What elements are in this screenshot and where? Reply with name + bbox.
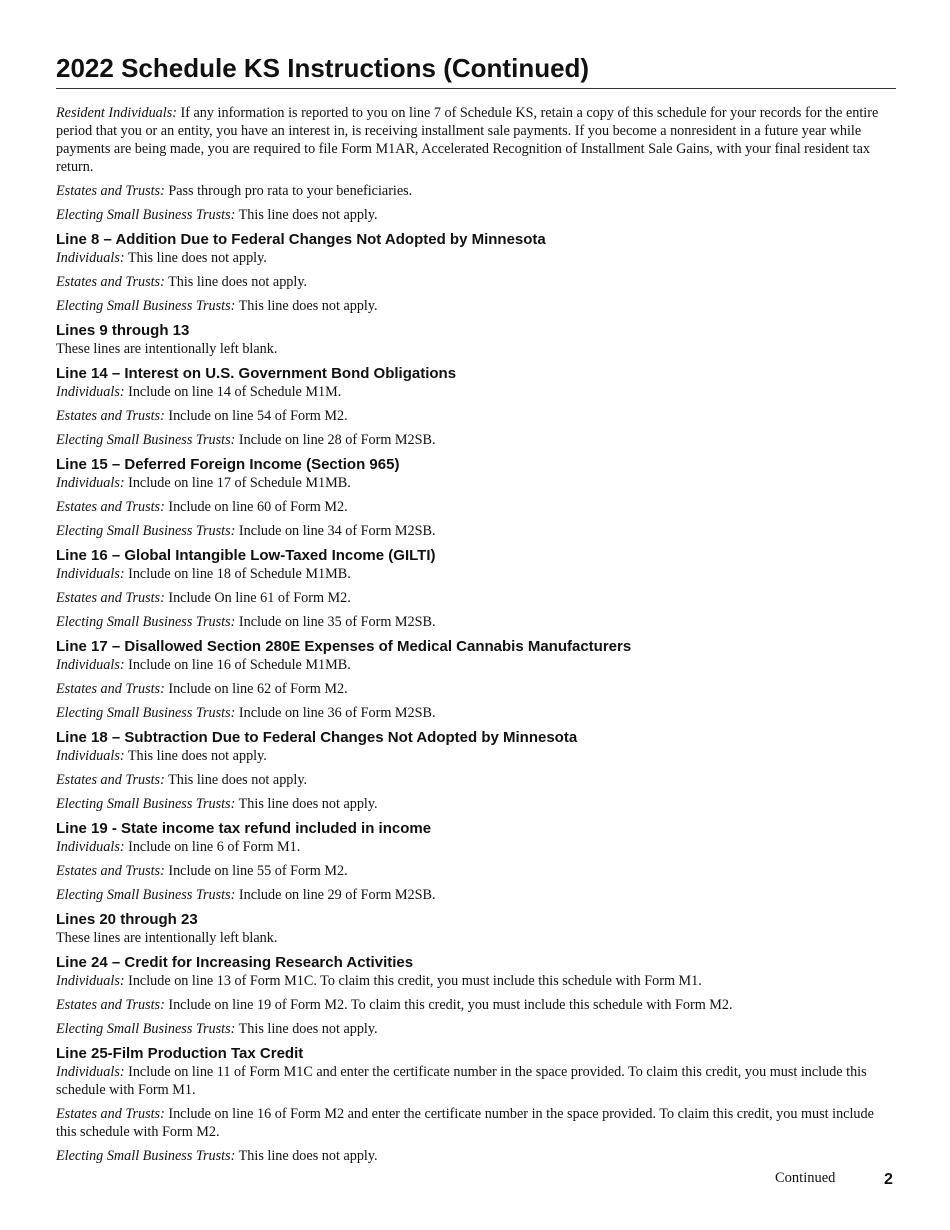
paragraph-label: Estates and Trusts: bbox=[56, 1106, 165, 1122]
document-page bbox=[56, 52, 896, 1171]
paragraph-label: Electing Small Business Trusts: bbox=[56, 887, 236, 903]
section-paragraph bbox=[56, 1020, 896, 1038]
section-paragraph bbox=[56, 929, 896, 947]
instruction-section bbox=[56, 728, 896, 813]
instruction-section bbox=[56, 1044, 896, 1165]
section-paragraph bbox=[56, 862, 896, 880]
paragraph-text: This line does not apply. bbox=[235, 1021, 378, 1037]
instruction-section bbox=[56, 364, 896, 449]
paragraph-text: Include on line 29 of Form M2SB. bbox=[235, 887, 436, 903]
paragraph-label: Estates and Trusts: bbox=[56, 590, 165, 606]
section-heading: Lines 9 through 13 bbox=[56, 322, 190, 339]
section-heading: Line 24 – Credit for Increasing Research Activities bbox=[56, 954, 414, 971]
paragraph-label: Electing Small Business Trusts: bbox=[56, 298, 236, 314]
section-heading: Line 19 - State income tax refund included in income bbox=[56, 820, 432, 837]
section-paragraph bbox=[56, 656, 896, 674]
instruction-section bbox=[56, 546, 896, 631]
section-heading: Line 17 – Disallowed Section 280E Expenses of Medical Cannabis Manufacturers bbox=[56, 638, 632, 655]
paragraph-text: Include on line 62 of Form M2. bbox=[164, 681, 348, 697]
paragraph-text: This line does not apply. bbox=[124, 250, 267, 266]
paragraph-label: Estates and Trusts: bbox=[56, 408, 165, 424]
paragraph-text: This line does not apply. bbox=[235, 796, 378, 812]
paragraph-label: Resident Individuals: bbox=[56, 105, 177, 121]
section-paragraph bbox=[56, 886, 896, 904]
paragraph-label: Individuals: bbox=[56, 973, 125, 989]
paragraph-label: Estates and Trusts: bbox=[56, 499, 165, 515]
section-paragraph bbox=[56, 431, 896, 449]
paragraph-label: Individuals: bbox=[56, 839, 125, 855]
section-paragraph bbox=[56, 522, 896, 540]
section-paragraph bbox=[56, 589, 896, 607]
paragraph-text: Include on line 35 of Form M2SB. bbox=[235, 614, 436, 630]
paragraph-text: Include on line 18 of Schedule M1MB. bbox=[124, 566, 351, 582]
paragraph-label: Electing Small Business Trusts: bbox=[56, 796, 236, 812]
intro-paragraph bbox=[56, 104, 896, 176]
section-paragraph bbox=[56, 1147, 896, 1165]
paragraph-label: Estates and Trusts: bbox=[56, 863, 165, 879]
instruction-section bbox=[56, 819, 896, 904]
instruction-section bbox=[56, 230, 896, 315]
paragraph-text: Include on line 28 of Form M2SB. bbox=[235, 432, 436, 448]
section-paragraph bbox=[56, 1063, 896, 1099]
paragraph-text: These lines are intentionally left blank. bbox=[56, 930, 278, 946]
paragraph-text: Pass through pro rata to your beneficiaries. bbox=[164, 183, 413, 199]
paragraph-text: Include on line 55 of Form M2. bbox=[164, 863, 348, 879]
paragraph-label: Electing Small Business Trusts: bbox=[56, 1148, 236, 1164]
paragraph-label: Electing Small Business Trusts: bbox=[56, 432, 236, 448]
section-paragraph bbox=[56, 273, 896, 291]
paragraph-label: Electing Small Business Trusts: bbox=[56, 207, 236, 223]
paragraph-text: This line does not apply. bbox=[235, 1148, 378, 1164]
paragraph-text: Include on line 19 of Form M2. To claim this credit, you must include this schedule with Form M2. bbox=[164, 997, 733, 1013]
paragraph-text: This line does not apply. bbox=[124, 748, 267, 764]
paragraph-text: Include on line 11 of Form M1C and enter the certificate number in the space provided. To claim this credit, you must include this schedule with Form M1. bbox=[56, 1064, 867, 1098]
section-paragraph bbox=[56, 613, 896, 631]
paragraph-text: Include on line 34 of Form M2SB. bbox=[235, 523, 436, 539]
section-paragraph bbox=[56, 747, 896, 765]
section-paragraph bbox=[56, 383, 896, 401]
paragraph-label: Electing Small Business Trusts: bbox=[56, 614, 236, 630]
paragraph-text: Include on line 16 of Form M2 and enter the certificate number in the space provided. To claim this credit, you must include this schedule with Form M2. bbox=[56, 1106, 874, 1140]
paragraph-text: Include On line 61 of Form M2. bbox=[164, 590, 351, 606]
paragraph-label: Electing Small Business Trusts: bbox=[56, 705, 236, 721]
paragraph-label: Individuals: bbox=[56, 384, 125, 400]
instruction-section bbox=[56, 953, 896, 1038]
page-title: 2022 Schedule KS Instructions (Continued) bbox=[56, 52, 896, 89]
section-paragraph bbox=[56, 249, 896, 267]
paragraph-text: Include on line 54 of Form M2. bbox=[164, 408, 348, 424]
paragraph-label: Estates and Trusts: bbox=[56, 274, 165, 290]
section-heading: Line 8 – Addition Due to Federal Changes Not Adopted by Minnesota bbox=[56, 231, 546, 248]
paragraph-text: These lines are intentionally left blank. bbox=[56, 341, 278, 357]
section-heading: Line 14 – Interest on U.S. Government Bond Obligations bbox=[56, 365, 457, 382]
paragraph-label: Individuals: bbox=[56, 1064, 125, 1080]
paragraph-label: Electing Small Business Trusts: bbox=[56, 1021, 236, 1037]
page-number: 2 bbox=[884, 1171, 893, 1188]
paragraph-text: This line does not apply. bbox=[164, 772, 308, 788]
section-paragraph bbox=[56, 407, 896, 425]
section-paragraph bbox=[56, 565, 896, 583]
section-paragraph bbox=[56, 795, 896, 813]
section-paragraph bbox=[56, 996, 896, 1014]
paragraph-text: This line does not apply. bbox=[235, 298, 378, 314]
instruction-section bbox=[56, 910, 896, 947]
section-heading: Lines 20 through 23 bbox=[56, 911, 198, 928]
paragraph-text: Include on line 14 of Schedule M1M. bbox=[124, 384, 342, 400]
paragraph-label: Individuals: bbox=[56, 657, 125, 673]
section-paragraph bbox=[56, 972, 896, 990]
paragraph-text: Include on line 13 of Form M1C. To claim this credit, you must include this schedule with Form M1. bbox=[124, 973, 702, 989]
paragraph-text: Include on line 36 of Form M2SB. bbox=[235, 705, 436, 721]
paragraph-label: Individuals: bbox=[56, 748, 125, 764]
paragraph-label: Estates and Trusts: bbox=[56, 997, 165, 1013]
paragraph-text: Include on line 60 of Form M2. bbox=[164, 499, 348, 515]
section-heading: Line 16 – Global Intangible Low-Taxed Income (GILTI) bbox=[56, 547, 436, 564]
section-paragraph bbox=[56, 340, 896, 358]
paragraph-text: This line does not apply. bbox=[164, 274, 308, 290]
intro-paragraph bbox=[56, 206, 896, 224]
intro-block bbox=[56, 104, 896, 224]
section-paragraph bbox=[56, 498, 896, 516]
instruction-sections bbox=[56, 230, 896, 1165]
continued-label: Continued bbox=[775, 1170, 836, 1186]
section-heading: Line 18 – Subtraction Due to Federal Changes Not Adopted by Minnesota bbox=[56, 729, 578, 746]
instruction-section bbox=[56, 321, 896, 358]
paragraph-label: Estates and Trusts: bbox=[56, 681, 165, 697]
paragraph-text: This line does not apply. bbox=[235, 207, 378, 223]
paragraph-text: Include on line 6 of Form M1. bbox=[124, 839, 301, 855]
section-paragraph bbox=[56, 680, 896, 698]
section-heading: Line 25-Film Production Tax Credit bbox=[56, 1045, 304, 1062]
section-paragraph bbox=[56, 771, 896, 789]
paragraph-label: Estates and Trusts: bbox=[56, 772, 165, 788]
paragraph-label: Electing Small Business Trusts: bbox=[56, 523, 236, 539]
instruction-section bbox=[56, 637, 896, 722]
section-paragraph bbox=[56, 297, 896, 315]
instruction-section bbox=[56, 455, 896, 540]
section-paragraph bbox=[56, 1105, 896, 1141]
paragraph-text: Include on line 16 of Schedule M1MB. bbox=[124, 657, 351, 673]
section-paragraph bbox=[56, 704, 896, 722]
section-heading: Line 15 – Deferred Foreign Income (Section 965) bbox=[56, 456, 400, 473]
paragraph-label: Individuals: bbox=[56, 475, 125, 491]
paragraph-text: If any information is reported to you on line 7 of Schedule KS, retain a copy of this schedule for your records for the entire period that you or an entity, you have an interest in, is receiving installment sale payments. If you become a nonresident in a future year while payments are being made, you are required to file Form M1AR, Accelerated Recognition of Installment Sale Gains, with your final resident tax return. bbox=[56, 105, 879, 175]
section-paragraph bbox=[56, 474, 896, 492]
paragraph-label: Individuals: bbox=[56, 566, 125, 582]
section-paragraph bbox=[56, 838, 896, 856]
paragraph-label: Estates and Trusts: bbox=[56, 183, 165, 199]
paragraph-label: Individuals: bbox=[56, 250, 125, 266]
paragraph-text: Include on line 17 of Schedule M1MB. bbox=[124, 475, 351, 491]
intro-paragraph bbox=[56, 182, 896, 200]
